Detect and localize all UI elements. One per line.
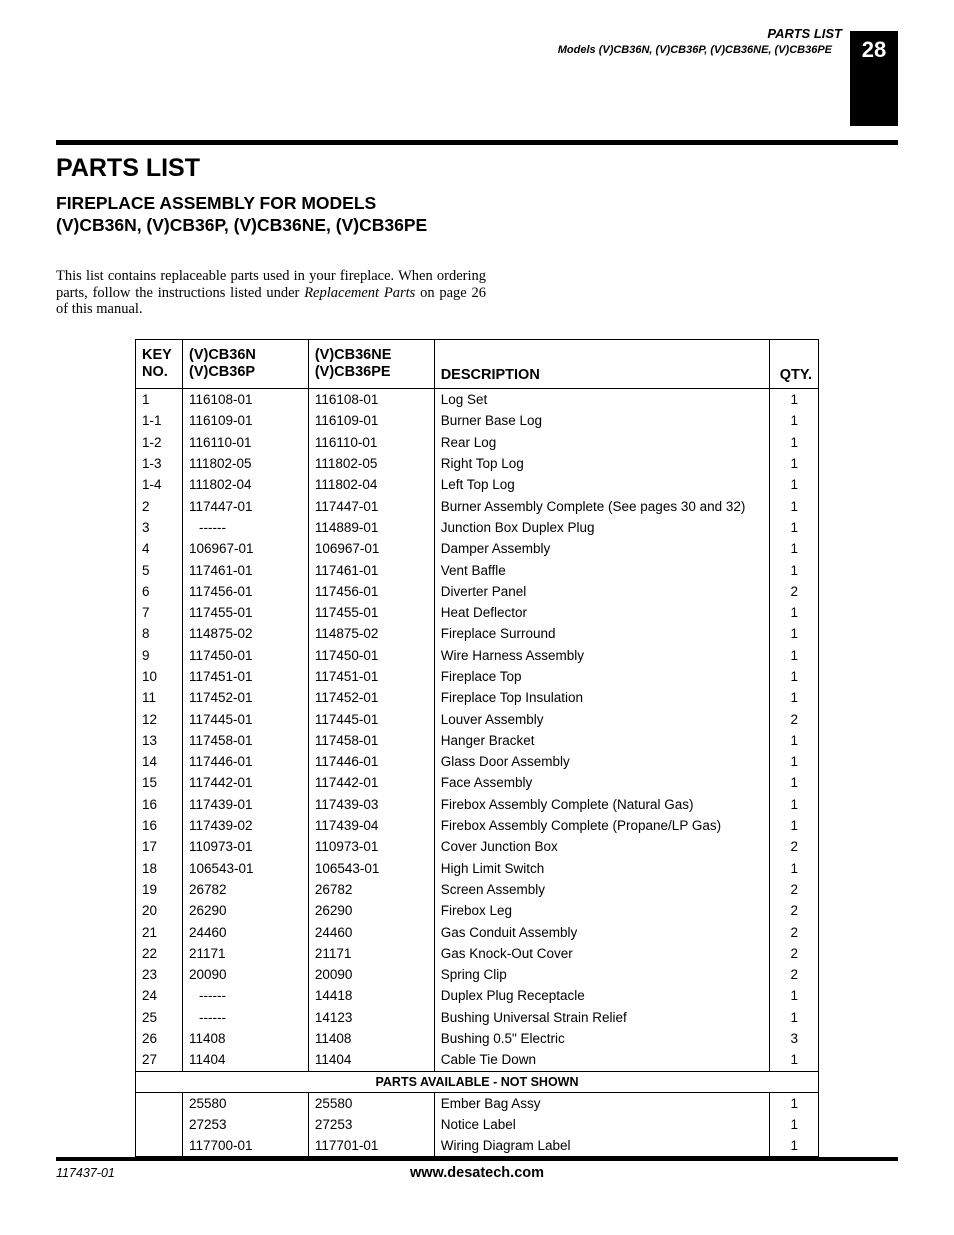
table-row (136, 602, 819, 623)
cell-key-no (136, 1114, 183, 1135)
table-row (136, 815, 819, 836)
cell-part-n-p: 117439-01 (182, 794, 308, 815)
cell-part-n-p: 21171 (182, 943, 308, 964)
cell-description: Gas Knock-Out Cover (434, 943, 769, 964)
footer-url: www.desatech.com (409, 1165, 545, 1181)
intro-paragraph (56, 268, 486, 318)
cell-part-n-p: 116110-01 (182, 432, 308, 453)
cell-qty: 1 (769, 410, 818, 431)
cell-key-no: 25 (142, 1009, 158, 1025)
cell-part-ne-pe: 114875-02 (308, 623, 434, 644)
cell-part-ne-pe: 117446-01 (308, 751, 434, 772)
cell-qty: 2 (769, 879, 818, 900)
cell-qty: 1 (769, 985, 818, 1006)
cell-qty: 1 (769, 474, 818, 495)
cell-part-n-p: ------ (182, 985, 308, 1006)
cell-qty: 1 (769, 1135, 818, 1157)
cell-key-no: 6 (142, 583, 150, 599)
table-row (136, 453, 819, 474)
cell-description: Notice Label (434, 1114, 769, 1135)
cell-key-no: 18 (142, 860, 158, 876)
section-label: PARTS AVAILABLE - NOT SHOWN (136, 1071, 819, 1092)
cell-qty: 1 (769, 751, 818, 772)
cell-qty: 1 (769, 453, 818, 474)
cell-description: High Limit Switch (434, 858, 769, 879)
table-row (136, 836, 819, 857)
cell-description: Hanger Bracket (434, 730, 769, 751)
footer-doc-number: 117437-01 (56, 1166, 115, 1180)
cell-qty: 1 (769, 645, 818, 666)
cell-description: Face Assembly (434, 772, 769, 793)
cell-part-n-p: 11404 (182, 1049, 308, 1071)
bottom-rule (56, 1157, 898, 1161)
cell-key-no: 22 (142, 945, 158, 961)
cell-part-n-p: 117447-01 (182, 495, 308, 516)
cell-description: Cable Tie Down (434, 1049, 769, 1071)
cell-description: Vent Baffle (434, 559, 769, 580)
cell-part-n-p: 26782 (182, 879, 308, 900)
cell-description: Log Set (434, 389, 769, 411)
table-row (136, 495, 819, 516)
cell-description: Wiring Diagram Label (434, 1135, 769, 1157)
table-row (136, 517, 819, 538)
cell-key-no: 26 (142, 1031, 158, 1047)
table-row (136, 1114, 819, 1135)
cell-part-ne-pe: 20090 (308, 964, 434, 985)
cell-key-no: 9 (142, 647, 150, 663)
cell-description: Fireplace Top (434, 666, 769, 687)
cell-part-n-p: 116109-01 (182, 410, 308, 431)
cell-description: Firebox Assembly Complete (Propane/LP Gas) (434, 815, 769, 836)
table-row (136, 985, 819, 1006)
cell-key-no: 3 (142, 519, 150, 535)
cell-description: Fireplace Top Insulation (434, 687, 769, 708)
intro-italic-link: Replacement Parts (304, 284, 416, 301)
cell-key-no: 11 (142, 690, 157, 706)
cell-part-ne-pe: 27253 (308, 1114, 434, 1135)
cell-qty: 1 (769, 815, 818, 836)
subtitle-line-1: FIREPLACE ASSEMBLY FOR MODELS (56, 193, 377, 213)
table-row (136, 708, 819, 729)
cell-part-n-p: 117446-01 (182, 751, 308, 772)
cell-qty: 1 (769, 666, 818, 687)
cell-key-no: 8 (142, 626, 150, 642)
cell-part-n-p: 117700-01 (182, 1135, 308, 1157)
cell-key-no: 1-2 (142, 434, 162, 450)
section-subtitle (56, 192, 427, 236)
cell-part-ne-pe: 117452-01 (308, 687, 434, 708)
cell-part-ne-pe: 110973-01 (308, 836, 434, 857)
table-row (136, 858, 819, 879)
cell-part-ne-pe: 117456-01 (308, 581, 434, 602)
cell-part-n-p: 27253 (182, 1114, 308, 1135)
cell-part-n-p: 117458-01 (182, 730, 308, 751)
table-row (136, 623, 819, 644)
header-models: Models (V)CB36N, (V)CB36P, (V)CB36NE, (V)CB36PE (557, 44, 832, 56)
cell-part-n-p: 116108-01 (182, 389, 308, 411)
cell-description: Left Top Log (434, 474, 769, 495)
cell-description: Ember Bag Assy (434, 1092, 769, 1114)
cell-part-n-p: 11408 (182, 1028, 308, 1049)
page-title: PARTS LIST (56, 154, 200, 182)
cell-part-n-p: 25580 (182, 1092, 308, 1114)
cell-description: Junction Box Duplex Plug (434, 517, 769, 538)
cell-key-no: 2 (142, 498, 150, 514)
cell-qty: 1 (769, 538, 818, 559)
table-row (136, 645, 819, 666)
intro-text-after: on page 26 of this manual. (56, 284, 487, 317)
header-description: DESCRIPTION (434, 340, 769, 389)
cell-part-n-p: 117461-01 (182, 559, 308, 580)
extra-parts-rows (136, 1092, 819, 1157)
cell-qty: 1 (769, 432, 818, 453)
cell-key-no: 1-4 (142, 477, 162, 493)
cell-part-ne-pe: 24460 (308, 921, 434, 942)
cell-part-ne-pe: 117450-01 (308, 645, 434, 666)
cell-part-n-p: 117445-01 (182, 708, 308, 729)
cell-qty: 1 (769, 687, 818, 708)
cell-key-no: 15 (142, 775, 158, 791)
table-row (136, 666, 819, 687)
cell-key-no: 1-1 (142, 413, 162, 429)
cell-key-no: 27 (142, 1052, 158, 1068)
cell-key-no: 17 (142, 839, 158, 855)
cell-part-ne-pe: 117439-03 (308, 794, 434, 815)
cell-part-n-p: 117452-01 (182, 687, 308, 708)
cell-qty: 1 (769, 389, 818, 411)
cell-qty: 2 (769, 921, 818, 942)
cell-part-ne-pe: 117447-01 (308, 495, 434, 516)
parts-table (135, 339, 819, 1157)
cell-part-ne-pe: 111802-05 (308, 453, 434, 474)
cell-key-no: 5 (142, 562, 150, 578)
cell-key-no: 4 (142, 541, 150, 557)
cell-key-no: 1 (142, 392, 150, 408)
cell-part-ne-pe: 14418 (308, 985, 434, 1006)
cell-key-no: 20 (142, 903, 158, 919)
header-col-n-p: (V)CB36N (V)CB36P (182, 340, 308, 389)
cell-key-no: 21 (142, 924, 158, 940)
cell-part-n-p: 24460 (182, 921, 308, 942)
cell-part-ne-pe: 26782 (308, 879, 434, 900)
cell-description: Cover Junction Box (434, 836, 769, 857)
cell-part-n-p: 117455-01 (182, 602, 308, 623)
cell-description: Burner Base Log (434, 410, 769, 431)
top-rule (56, 140, 898, 145)
cell-part-n-p: 106543-01 (182, 858, 308, 879)
cell-description: Glass Door Assembly (434, 751, 769, 772)
cell-description: Gas Conduit Assembly (434, 921, 769, 942)
cell-description: Firebox Assembly Complete (Natural Gas) (434, 794, 769, 815)
table-row (136, 1049, 819, 1071)
cell-key-no: 12 (142, 711, 158, 727)
cell-part-ne-pe: 26290 (308, 900, 434, 921)
cell-part-n-p: 111802-04 (182, 474, 308, 495)
cell-part-ne-pe: 117445-01 (308, 708, 434, 729)
cell-part-ne-pe: 116110-01 (308, 432, 434, 453)
cell-description: Diverter Panel (434, 581, 769, 602)
header-section-title: PARTS LIST (767, 26, 842, 41)
cell-part-ne-pe: 21171 (308, 943, 434, 964)
cell-part-n-p: 117442-01 (182, 772, 308, 793)
table-row (136, 687, 819, 708)
cell-part-ne-pe: 11408 (308, 1028, 434, 1049)
cell-description: Duplex Plug Receptacle (434, 985, 769, 1006)
cell-key-no: 24 (142, 988, 158, 1004)
cell-part-ne-pe: 114889-01 (308, 517, 434, 538)
cell-part-ne-pe: 117451-01 (308, 666, 434, 687)
cell-part-ne-pe: 117455-01 (308, 602, 434, 623)
cell-part-n-p: 20090 (182, 964, 308, 985)
cell-description: Fireplace Surround (434, 623, 769, 644)
table-row (136, 559, 819, 580)
cell-description: Damper Assembly (434, 538, 769, 559)
table-row (136, 943, 819, 964)
cell-qty: 2 (769, 900, 818, 921)
cell-part-ne-pe: 117701-01 (308, 1135, 434, 1157)
table-row (136, 474, 819, 495)
cell-part-n-p: 26290 (182, 900, 308, 921)
cell-part-n-p: 117456-01 (182, 581, 308, 602)
page-number-tab: 28 (850, 31, 898, 126)
cell-description: Louver Assembly (434, 708, 769, 729)
header-key-no: KEY NO. (136, 340, 183, 389)
cell-part-ne-pe: 116109-01 (308, 410, 434, 431)
cell-part-n-p: 117439-02 (182, 815, 308, 836)
cell-qty: 2 (769, 708, 818, 729)
cell-qty: 1 (769, 730, 818, 751)
cell-qty: 1 (769, 1114, 818, 1135)
cell-part-ne-pe: 117439-04 (308, 815, 434, 836)
cell-part-ne-pe: 111802-04 (308, 474, 434, 495)
cell-qty: 1 (769, 772, 818, 793)
table-row (136, 900, 819, 921)
cell-key-no: 10 (142, 669, 158, 684)
cell-key-no: 7 (142, 605, 150, 621)
cell-part-ne-pe: 25580 (308, 1092, 434, 1114)
cell-qty: 1 (769, 623, 818, 644)
cell-description: Right Top Log (434, 453, 769, 474)
cell-qty: 1 (769, 1049, 818, 1071)
cell-part-ne-pe: 117461-01 (308, 559, 434, 580)
cell-part-n-p: 110973-01 (182, 836, 308, 857)
cell-description: Burner Assembly Complete (See pages 30 and 32) (434, 495, 769, 516)
subtitle-line-2: (V)CB36N, (V)CB36P, (V)CB36NE, (V)CB36PE (56, 215, 428, 235)
cell-part-ne-pe: 11404 (308, 1049, 434, 1071)
cell-qty: 3 (769, 1028, 818, 1049)
table-row (136, 1007, 819, 1028)
cell-qty: 1 (769, 495, 818, 516)
cell-part-ne-pe: 106967-01 (308, 538, 434, 559)
cell-qty: 2 (769, 581, 818, 602)
cell-part-ne-pe: 106543-01 (308, 858, 434, 879)
cell-key-no: 23 (142, 967, 158, 983)
cell-key-no: 16 (142, 818, 158, 834)
cell-part-ne-pe: 117442-01 (308, 772, 434, 793)
cell-part-ne-pe: 116108-01 (308, 389, 434, 411)
table-row (136, 432, 819, 453)
table-row (136, 879, 819, 900)
cell-key-no: 13 (142, 732, 158, 748)
cell-qty: 1 (769, 858, 818, 879)
table-row (136, 794, 819, 815)
cell-qty: 1 (769, 1092, 818, 1114)
cell-part-ne-pe: 14123 (308, 1007, 434, 1028)
table-row (136, 772, 819, 793)
cell-key-no: 19 (142, 881, 158, 897)
parts-rows (136, 389, 819, 1072)
cell-key-no (136, 1092, 183, 1114)
cell-description: Firebox Leg (434, 900, 769, 921)
cell-part-n-p: ------ (182, 1007, 308, 1028)
table-row (136, 581, 819, 602)
table-row (136, 538, 819, 559)
cell-qty: 1 (769, 602, 818, 623)
table-row (136, 751, 819, 772)
cell-part-n-p: 117450-01 (182, 645, 308, 666)
cell-qty: 1 (769, 1007, 818, 1028)
table-row (136, 921, 819, 942)
table-row (136, 1135, 819, 1157)
cell-description: Bushing Universal Strain Relief (434, 1007, 769, 1028)
cell-qty: 2 (769, 836, 818, 857)
table-header-row (136, 340, 819, 389)
cell-qty: 1 (769, 559, 818, 580)
cell-qty: 1 (769, 794, 818, 815)
table-row (136, 964, 819, 985)
table-row (136, 1028, 819, 1049)
cell-description: Rear Log (434, 432, 769, 453)
cell-key-no: 1-3 (142, 456, 162, 472)
cell-description: Heat Deflector (434, 602, 769, 623)
cell-description: Wire Harness Assembly (434, 645, 769, 666)
header-col-ne-pe: (V)CB36NE (V)CB36PE (308, 340, 434, 389)
cell-part-n-p: 114875-02 (182, 623, 308, 644)
cell-key-no: 16 (142, 796, 158, 812)
table-row (136, 389, 819, 411)
section-row (136, 1071, 819, 1092)
cell-key-no (136, 1135, 183, 1157)
cell-description: Spring Clip (434, 964, 769, 985)
cell-description: Screen Assembly (434, 879, 769, 900)
cell-part-n-p: ------ (182, 517, 308, 538)
table-row (136, 410, 819, 431)
cell-key-no: 14 (142, 754, 158, 770)
cell-part-n-p: 106967-01 (182, 538, 308, 559)
cell-qty: 2 (769, 964, 818, 985)
cell-part-n-p: 117451-01 (182, 666, 308, 687)
cell-description: Bushing 0.5" Electric (434, 1028, 769, 1049)
table-row (136, 1092, 819, 1114)
intro-text-before: This list contains replaceable parts used in your fireplace. When ordering parts, follow the instructions listed under (56, 268, 486, 301)
header-qty: QTY. (769, 340, 818, 389)
cell-qty: 2 (769, 943, 818, 964)
table-row (136, 730, 819, 751)
cell-qty: 1 (769, 517, 818, 538)
cell-part-n-p: 111802-05 (182, 453, 308, 474)
cell-part-ne-pe: 117458-01 (308, 730, 434, 751)
